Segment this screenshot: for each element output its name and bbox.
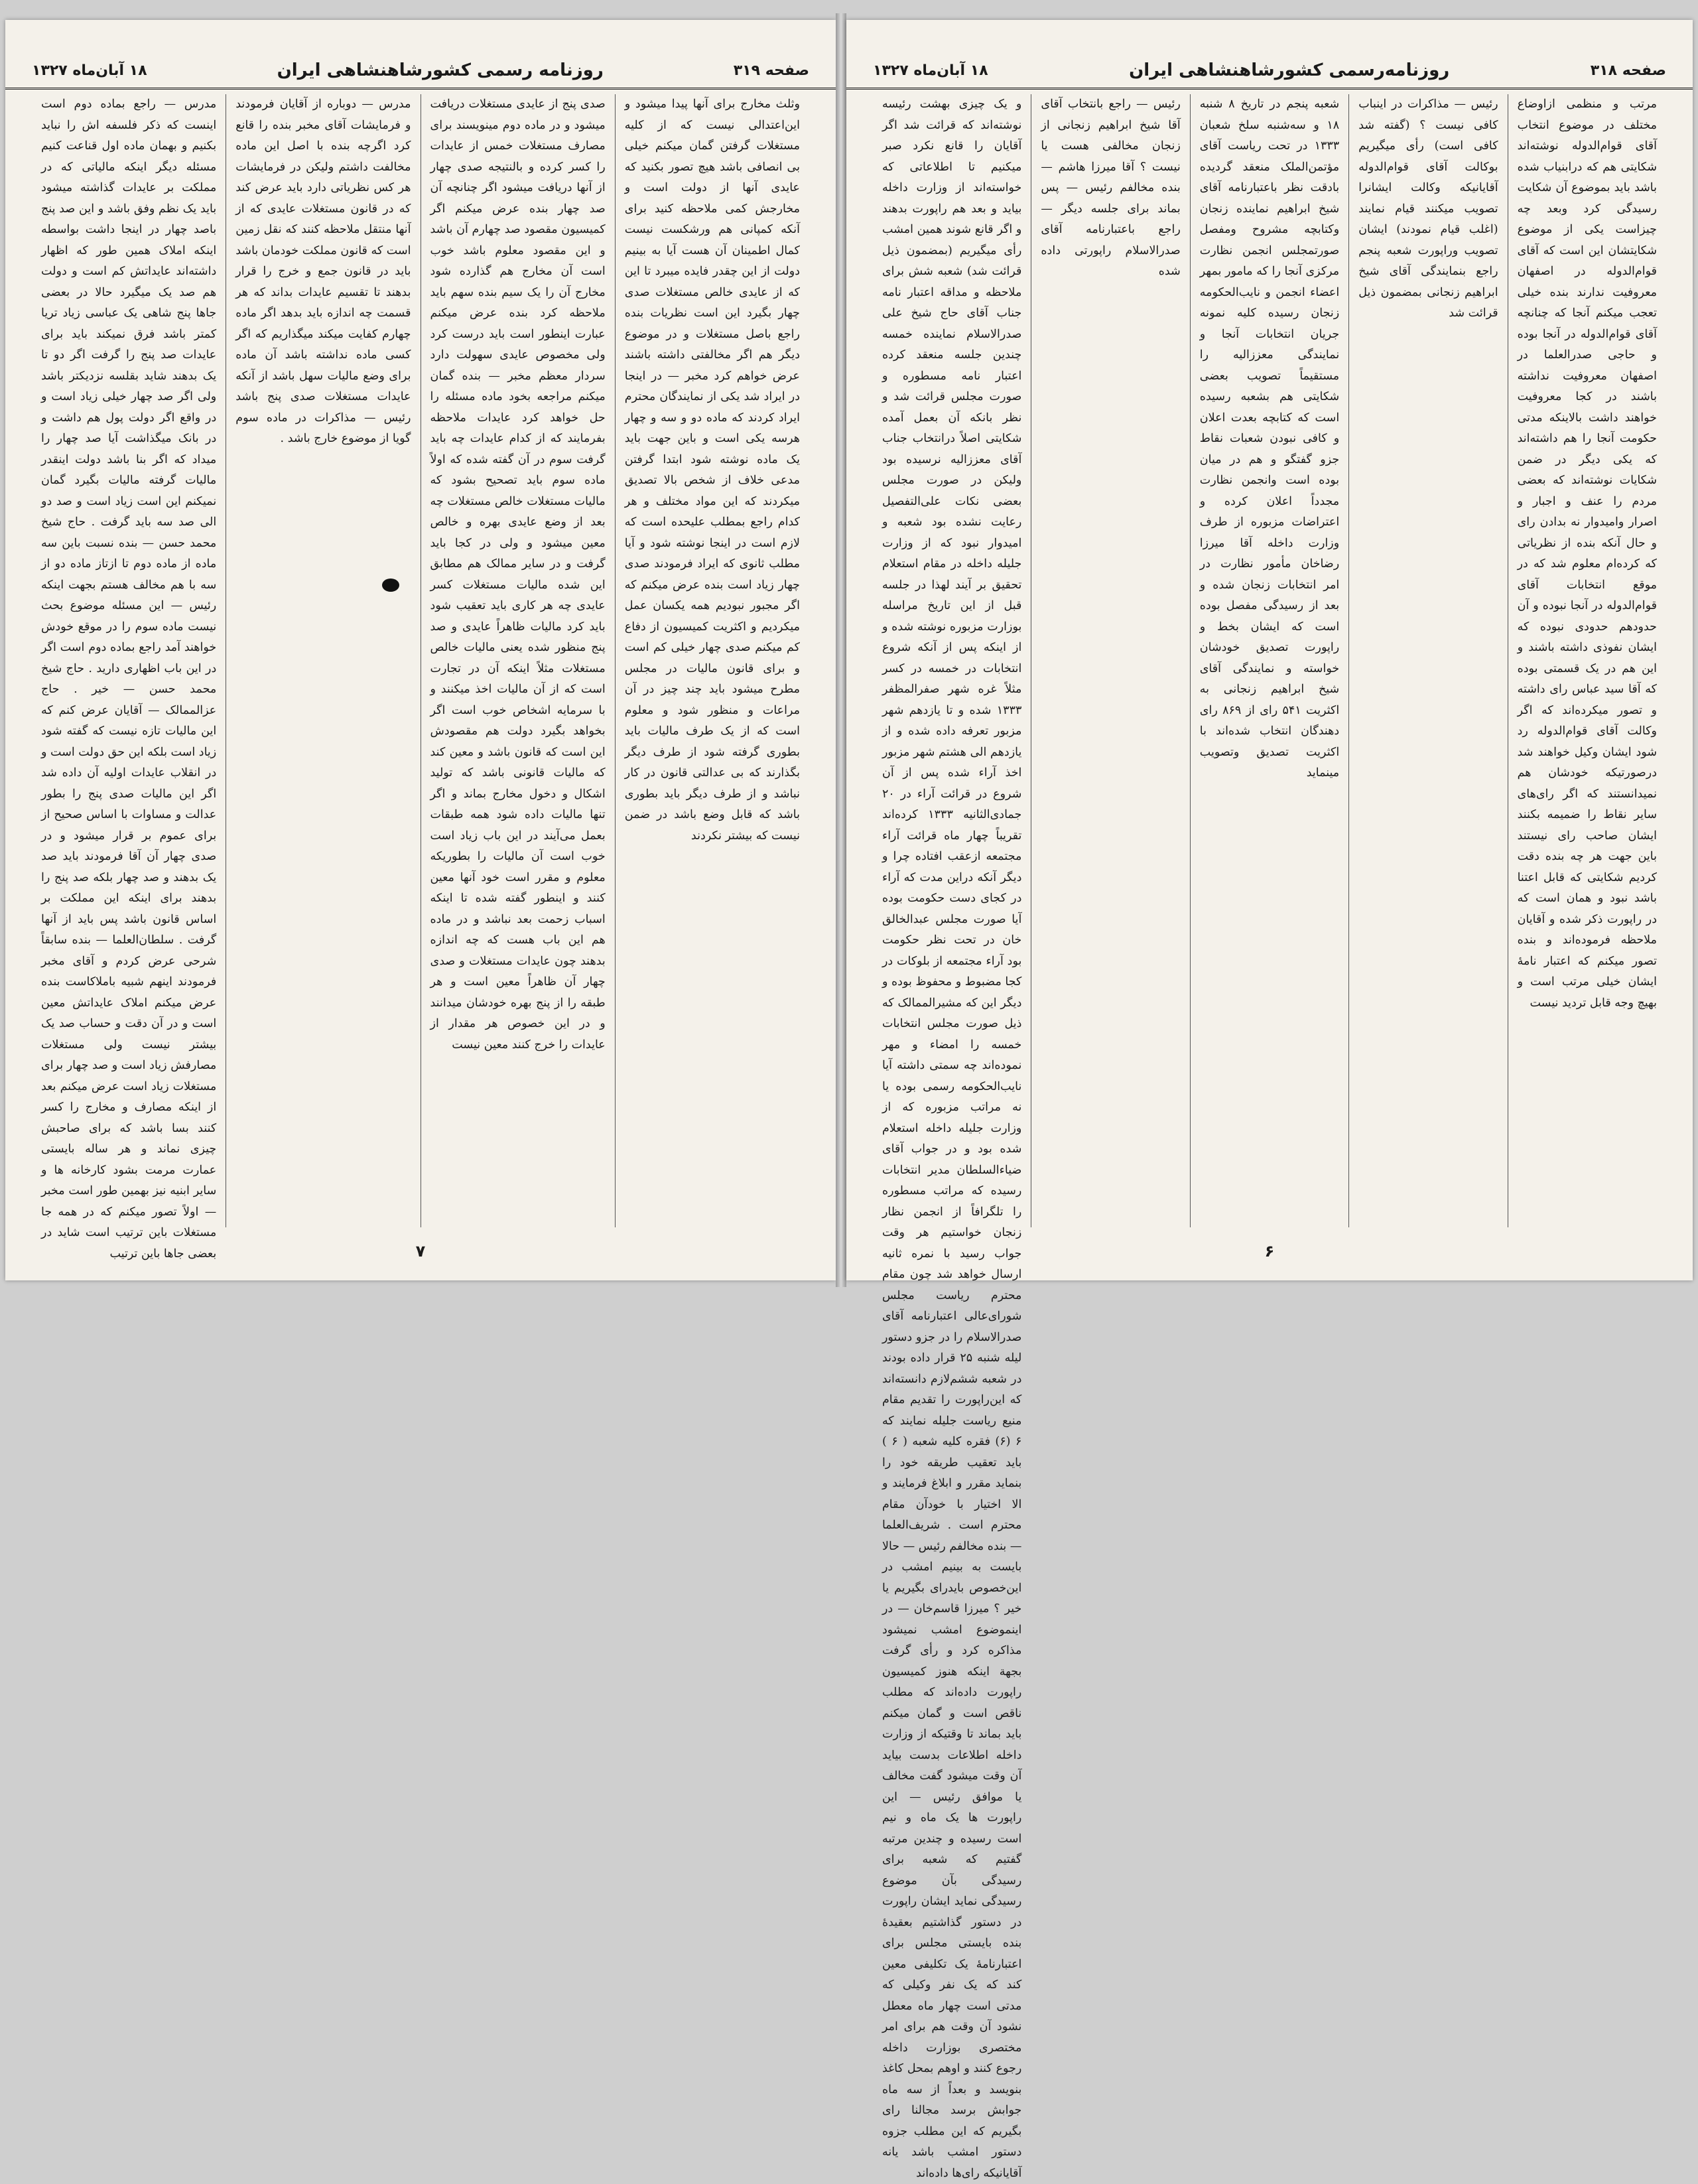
right-page-number: صفحه ۳۱۸ bbox=[1590, 62, 1666, 79]
right-folio: ۶ bbox=[1264, 1242, 1275, 1261]
left-column-2: صدی پنج از عایدی مستغلات دریافت میشود و در ماده دوم مینویسند برای مصارف مستغلات خمس از عایدات را کسر کرده و بالنتیجه صدی چهار از آنها دریافت میشود اگر چنانچه آن صد چهار بنده عرض میکنم اگر کمیسیون مقصود صد چهارم آن باشد و این مقصود معلوم باشد خوب است آن مخارج هم گذارده شود مخارج آن را یک سیم بنده سهم باید ملاحظه کرد بنده عرض میکنم عبارت اینطور است باید درست کرد ولی مخصوص عایدی سهولت دارد سردار معظم مخبر — بنده گمان میکنم مراجعه بخود ماده مسئله را حل خواهد کرد عایدات ملاحظه بفرمایند که از کدام عایدات چه باید گرفت سوم در آن گفته شده که اولاً ماده سوم باید تصحیح بشود که مالیات مستغلات خالص مستغلات چه بعد از وضع عایدی بهره و خالص معین میشود و ولی در کجا باید گرفت و در سایر ممالک هم مطابق این شده مالیات مستغلات کسر عایدی چه هر کاری باید تعقیب شود باید کرد مالیات ظاهراً عایدی و صد پنج منظور شده یعنی مالیات خالص مستغلات مثلاً اینکه آن در تجارت است که از آن مالیات اخذ میکنند و با سرمایه اشخاص خوب است اگر بخواهد بگیرد دولت هم مقصودش این است که قانون باشد و معین کند که مالیات قانونی باشد که تولید اشکال و دخول مخارج بماند و اگر تنها مالیات داده شود همه طبقات بعمل می‌آیند در این باب زیاد است خوب است آن مالیات را بطوریکه معلوم و مقرر است خود آنها معین کنند و اینطور گفته شده تا اینکه اسباب زحمت بعد نباشد و در ماده هم این باب هست که چه اندازه بدهند چون عایدات مستغلات و صدی چهار آن ظاهراً معین است و هر طبقه را از پنج بهره خودشان میدانند و در این خصوص هر مقدار از عایدات را خرج کنند معین نیست bbox=[421, 94, 615, 1227]
right-page-date: ۱۸ آبان‌ماه ۱۳۲۷ bbox=[873, 62, 988, 79]
left-page-columns bbox=[32, 94, 809, 1261]
left-page-header bbox=[5, 53, 836, 90]
binding-gutter bbox=[836, 13, 846, 1287]
left-masthead-title: روزنامه رسمی کشورشاهنشاهی ایران bbox=[277, 60, 604, 80]
right-column-4: رئیس — راجع بانتخاب آقای آقا شیخ ابراهیم زنجانی از زنجان مخالفی هست یا نیست ؟ آقا میرزا هاشم — بنده مخالفم رئیس — پس بماند برای جلسه دیگر — راجع باعتبارنامه آقای صدرالاسلام راپورتی داده شده bbox=[1031, 94, 1189, 1227]
right-page-columns bbox=[873, 94, 1666, 2180]
left-column-3: مدرس — دوباره از آقایان فرمودند و فرمایشات آقای مخبر بنده را قانع کرد اگرچه بنده با اصل این ماده مخالفت داشتم ولیکن در فرمایشات هر کس نظریاتی دارد باید عرض کند که در قانون مستغلات عایدی که از آنها منتقل ملاحظه کنند که نقل زمین است که قانون مملکت خودمان باشد باید در قانون جمع و خرج را قرار بدهند تا تقسیم عایدات بداند که هر قسمت چه اندازه باید بدهد اگر ماده چهارم کفایت میکند میگذاریم که اگر کسی ماده نداشته باشد آن ماده برای وضع مالیات سهل باشد از آنکه عایدات مستغلات صدی پنج باشد رئیس — مذاکرات در ماده سوم گویا از موضوع خارج باشد . bbox=[226, 94, 420, 1227]
left-column-4: مدرس — راجع بماده دوم است اینست که ذکر فلسفه اش را نباید بکنیم و بهمان ماده اول قناعت کنیم مسئله دیگر اینکه مالیاتی که در مملکت بر عایدات گذاشته میشود باید یک نظم وفق باشد و این صد پنج باصد چهار در اینجا داشت بواسطه اینکه املاک همین طور که اظهار داشته‌اند عایداتش کم است و دولت هم صد یک میگیرد حالا در بعضی جاها پنج شاهی یک عباسی زیاد تریا کمتر باشد فرق نمیکند باید برای عایدات صد پنج را گرفت اگر دو تا یک بدهند شاید بقلسه نزدیکتر باشد ولی اگر صد چهار خیلی زیاد است و در واقع اگر دولت پول هم داشت و در بانک میگذاشت آیا صد چهار را میداد که اگر بنا باشد دولت اینقدر مالیات گرفته مالیات بگیرد گمان نمیکنم این است زیاد است و صد دو الی صد سه باید گرفت . حاج شیخ محمد حسن — بنده نسبت باین سه ماده از ماده دوم تا ازتاز ماده دو از سه با هم مخالف هستم بجهت اینکه رئیس — این مسئله موضوع بحث نیست ماده سوم را در موقع خودش خواهند آمد راجع بماده دوم است اگر در این باب اظهاری دارید . حاج شیخ محمد حسن — خیر . حاج عزالممالک — آقایان عرض کنم که این مالیات تازه نیست که گفته شود زیاد است بلکه این حق دولت است و در انقلاب عایدات اولیه آن داده شد اگر این مالیات صدی پنج را بطور عدالت و مساوات با اساس صحیح از برای عموم بر قرار میشود و در صدی چهار آن آقا فرمودند باید صد یک بدهند و صد چهار بلکه صد پنج را بدهند برای اینکه این مملکت بر اساس قانون باشد پس باید از آنها گرفت . سلطان‌العلما — بنده سابقاً شرحی عرض کردم و آقای مخبر فرمودند اینهم شبیه باملاکاست بنده عرض میکنم املاک عایداتش معین است و در آن دقت و حساب صد یک بیشتر نیست ولی مستغلات مصارفش زیاد است و صد چهار برای مستغلات زیاد است عرض میکنم بعد از اینکه مصارف و مخارج را کسر کنند بسا باشد که برای صاحبش چیزی نماند و هر ساله بایستی عمارت مرمت بشود کارخانه ها و سایر ابنیه نیز بهمین طور است مخبر — اولاً تصور میکنم که در همه جا مستغلات باین ترتیب است شاید در بعضی جاها باین ترتیب bbox=[41, 98, 217, 1261]
left-page-date: ۱۸ آبان‌ماه ۱۳۲۷ bbox=[32, 62, 147, 79]
left-column-1: وثلث مخارج برای آنها پیدا میشود و این‌اعتدالی نیست که از کلیه مستغلات گرفتن گمان میکنم خیلی بی انصافی باشد هیچ تصور بکنید که عایدی آنها از دولت است و مخارجش کمی ملاحظه کنید برای آنکه کمپانی هم ورشکست نیست کمال اطمینان آن هست آیا به بینیم دولت از این چقدر فایده میبرد تا این که از عایدی خالص مستغلات صدی چهار بگیرد این است نظریات بنده راجع باصل مستغلات و در موضوع دیگر هم اگر مخالفتی داشته باشند عرض خواهم کرد مخبر — در اینجا در ایراد شد یکی از نمایندگان محترم ایراد کردند که ماده دو و سه و چهار هرسه یکی است و باین جهت باید یک ماده نوشته شود ابتدا گرفتن مدعی خلاف از شخص بالا تصدیق میکردند که این مواد مختلف و هر کدام راجع بمطلب علیحده است که لازم است در اینجا نوشته شود و آیا مطلب ثانوی که ایراد فرمودند صدی چهار زیاد است بنده عرض میکنم که اگر مجبور نبودیم همه یکسان عمل میکردیم و اکثریت کمیسیون از دفاع کم میکنم صدی چهار خیلی کم است و برای قانون مالیات در مجلس مطرح میشود باید چند چیز در آن مراعات و منظور شود و معلوم است که از یک طرف مالیات باید بطوری گرفته شود از طرف دیگر بگذارند که بی عدالتی قانون در کار نباشد و از طرف دیگر باید بطوری باشد که قابل وضع باشد در ضمن نیست که بیشتر نکردند bbox=[615, 94, 809, 1227]
left-page bbox=[5, 20, 836, 1280]
right-column-1: مرتب و منظمی ازاوضاع مختلف در موضوع انتخاب آقای قوام‌الدوله نوشته‌اند شکایتی هم که درابنیاب شده باشد باید بموضوع آن شکایت رسیدگی کرد وبعد چه چیزاست یکی از موضوع شکایتشان این است که آقای قوام‌الدوله در اصفهان معروفیت ندارند بنده خیلی تعجب میکنم آنجا که چنانچه آقای قوام‌الدوله در آنجا بوده و حاجی صدرالعلما در اصفهان معروفیت نداشته باشند در کجا معروفیت خواهند داشت بالاینکه مدتی حکومت آنجا را هم داشته‌اند که یکی دیگر در ضمن شکایات نوشته‌اند که بعضی مردم را عنف و اجبار و اصرار وامیدوار نه بدادن رای و حال آنکه بنده از نظریاتی که کرده‌ام معلوم شد که در موقع انتخابات آقای قوام‌الدوله در آنجا نبوده و آن حدودهم حدودی نبوده که ایشان نفوذی داشته باشند و این هم در یک قسمتی بوده که آقا سید عباس رای داشته و تصور میکرده‌اند که اگر وکالت آقای قوام‌الدوله رد شود ایشان وکیل خواهند شد درصورتیکه خودشان هم نمیدانستند که اگر رای‌های سایر نقاط را ضمیمه بکنند ایشان صاحب رای نیستند باین جهت هر چه بنده دقت کردیم شکایتی که قابل اعتنا باشد نبود و همان است که در راپورت ذکر شده و آقایان ملاحظه فرموده‌اند و بنده تصور میکنم که اعتبار نامهٔ ایشان خیلی مرتب است و بهیچ وجه قابل تردید نیست bbox=[1508, 94, 1666, 1227]
right-masthead-title: روزنامه‌رسمی کشورشاهنشاهی ایران bbox=[1129, 60, 1450, 80]
right-page-header bbox=[846, 53, 1693, 90]
right-page bbox=[846, 20, 1693, 2180]
left-folio: ۷ bbox=[415, 1242, 426, 1261]
right-column-2: رئیس — مذاکرات در اینباب کافی نیست ؟ (گفته شد کافی است) رأی میگیریم بوکالت آقای قوام‌الدوله آقایانیکه وکالت ایشانرا تصویب میکنند قیام نمایند (اغلب قیام نمودند) ایشان تصویب وراپورت شعبه پنجم راجع بنمایندگی آقای شیخ ابراهیم زنجانی بمضمون ذیل قرائت شد bbox=[1348, 94, 1507, 1227]
ink-blot bbox=[382, 579, 399, 592]
right-column-3: شعبه پنجم در تاریخ ۸ شنبه ۱۸ و سه‌شنبه سلخ شعبان ۱۳۳۳ در تحت ریاست آقای مؤتمن‌الملک منعقد گردیده بادقت نظر باعتبارنامه آقای شیخ ابراهیم نماینده زنجان وکتابچه مشروح ومفصل صورتمجلس انجمن نظارت مرکزی آنجا را که مامور بمهر اعضاء انجمن و نایب‌الحکومه زنجان رسیده کلیه نمونه جریان انتخابات آنجا و نمایندگی معززالیه را مستقیماً تصویب بعضی شکایتی هم بشعبه رسیده است که کتابچه بعدت اعلان و کافی نبودن شعبات نقاط جزو گفتگو و هم در میان بوده است وانجمن نظارت مجدداً اعلان کرده و اعتراضات مزبوره از طرف وزارت داخله آقا میرزا رضاخان مأمور نظارت در امر انتخابات زنجان شده و بعد از رسیدگی مفصل بوده است که ایشان بخط و راپورت تصدیق خودشان خواسته و نمایندگی آقای شیخ ابراهیم زنجانی به اکثریت ۵۴۱ رای از ۸۶۹ رای دهندگان انتخاب شده‌اند با اکثریت تصدیق وتصویب مینماید bbox=[1190, 94, 1348, 1227]
left-page-number: صفحه ۳۱۹ bbox=[733, 62, 809, 79]
right-column-5: و یک چیزی بهشت رئیسه نوشته‌اند که قرائت شد اگر آقایان را قانع نکرد صبر میکنیم تا اطلاعاتی که خواسته‌اند از وزارت داخله بیاید و بعد هم راپورت بدهند و اگر قانع شوند همین امشب رأی میگیریم (بمضمون ذیل قرائت شد) شعبه شش برای ملاحظه و مداقه اعتبار نامه جناب آقای حاج شیخ علی صدرالاسلام نماینده خمسه چندین جلسه منعقد کرده اعتبار نامه مسطوره و صورت مجلس قرائت شد و نظر بانکه آن بعمل آمده شکایتی اصلاً درانتخاب جناب آقای معززالیه نرسیده بود ولیکن در صورت مجلس بعضی نکات علی‌التفصیل رعایت نشده بود شعبه و امیدوار نبود که از وزارت جلیله داخله در مقام استعلام تحقیق بر آیند لهذا در جلسه قبل از این تاریخ مراسله بوزارت مزبوره نوشته شده و از اینکه پس از آنکه شروع انتخابات در خمسه در کسر مثلاً غره شهر صفرالمظفر ۱۳۳۳ شده و تا یازدهم شهر مزبور تعرفه داده شده و از یازدهم الی هشتم شهر مزبور اخذ آراء شده پس از آن شروع در قرائت آراء در ۲۰ جمادی‌الثانیه ۱۳۳۳ کرده‌اند تقریباً چهار ماه قرائت آراء مجتمعه ازعقب افتاده چرا و دیگر آنکه دراین مدت که آراء در کجای دست حکومت بوده آیا صورت مجلس عبدالخالق خان در تحت نظر حکومت بود آراء مجتمعه از بلوکات در کجا مضبوط و محفوظ بوده و دیگر این که مشیرالممالک که ذیل صورت مجلس انتخابات خمسه را امضاء و مهر نموده‌اند چه سمتی داشته آیا نایب‌الحکومه رسمی بوده یا نه مراتب مزبوره که از وزارت جلیله داخله استعلام شده بود و در جواب آقای ضیاءالسلطان مدیر انتخابات رسیده که مراتب مسطوره را تلگرافاً از انجمن نظار زنجان خواستیم هر وقت جواب رسید با نمره ثانیه ارسال خواهد شد چون مقام محترم ریاست مجلس شورای‌عالی اعتبارنامه آقای صدرالاسلام را در جزو دستور لیله شنبه ۲۵ قرار داده بودند در شعبه ششم‌لازم دانسته‌اند که این‌راپورت را تقدیم مقام منیع ریاست جلیله نمایند که ۶ (۶) فقره کلیه شعبه ( ۶ ) باید تعقیب طریقه خود را بنماید مقرر و ابلاغ فرمایند و الا اختیار با خودآن مقام محترم است . شریف‌العلما — بنده مخالفم رئیس — حالا بایست به بینیم امشب در این‌خصوص بایدرای بگیریم یا خیر ؟ میرزا قاسم‌خان — در اینموضوع امشب نمیشود مذاکره کرد و رأی گرفت بجهة اینکه هنوز کمیسیون راپورت داده‌اند که مطلب ناقص است و گمان میکنم باید بماند تا وقتیکه از وزارت داخله اطلاعات بدست بیاید آن وقت میشود گفت مخالف یا موافق رئیس — این راپورت ها یک ماه و نیم است رسیده و چندین مرتبه گفتیم که شعبه برای رسیدگی بآن موضوع رسیدگی نماید ایشان راپورت در دستور گذاشتیم بعقیدهٔ بنده بایستی مجلس برای اعتبارنامهٔ یک تکلیفی معین کند که یک نفر وکیلی که مدتی است چهار ماه معطل نشود آن وقت هم برای امر مختصری بوزارت داخله رجوع کنند و اوهم بمحل کاغذ بنویسد و بعداً از سه ماه جوابش برسد مجالنا رای بگیریم که این مطلب جزوه دستور امشب باشد یانه آقایانیکه رای‌ها داده‌اند bbox=[882, 98, 1022, 2180]
